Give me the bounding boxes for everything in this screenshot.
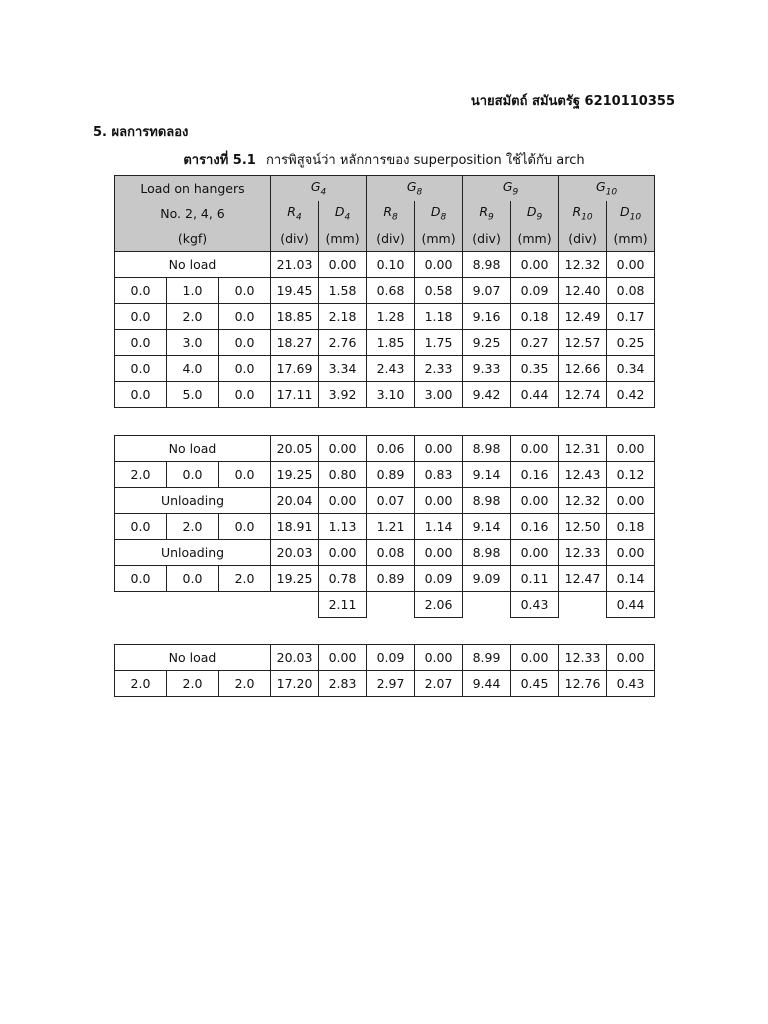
reading-cell: 9.25 (463, 330, 511, 356)
reading-cell: 0.18 (511, 304, 559, 330)
reading-cell: 0.00 (319, 645, 367, 671)
results-table-2 (114, 435, 655, 618)
reading-cell: 3.10 (367, 382, 415, 408)
load-hanger-4: 0.0 (167, 566, 219, 592)
reading-cell: 12.66 (559, 356, 607, 382)
group-g8-header: $G_8$ (367, 176, 463, 202)
reading-cell: 0.00 (511, 645, 559, 671)
load-hanger-4: 3.0 (167, 330, 219, 356)
col-header-r8: $R_8$ (367, 201, 415, 226)
table-row (115, 514, 655, 540)
blank-cell (463, 592, 511, 618)
table-row (115, 488, 655, 514)
reading-cell: 18.91 (271, 514, 319, 540)
reading-cell: 0.42 (607, 382, 655, 408)
reading-cell: 20.04 (271, 488, 319, 514)
reading-cell: 3.34 (319, 356, 367, 382)
reading-cell: 12.74 (559, 382, 607, 408)
load-hanger-2: 0.0 (115, 566, 167, 592)
load-hanger-2: 2.0 (115, 462, 167, 488)
reading-cell: 0.00 (607, 540, 655, 566)
section-title: 5. ผลการทดลอง (93, 125, 189, 140)
col-header-d10: $D_{10}$ (607, 201, 655, 226)
load-header-line2: No. 2, 4, 6 (115, 201, 271, 226)
reading-cell: 0.34 (607, 356, 655, 382)
row-label: No load (115, 252, 271, 278)
reading-cell: 19.45 (271, 278, 319, 304)
caption-label: ตารางที่ 5.1 (183, 153, 256, 168)
reading-cell: 0.08 (367, 540, 415, 566)
blank-cell (115, 592, 271, 618)
reading-cell: 0.44 (511, 382, 559, 408)
reading-cell: 12.50 (559, 514, 607, 540)
reading-cell: 0.00 (511, 488, 559, 514)
reading-cell: 0.00 (511, 436, 559, 462)
blank-cell (559, 592, 607, 618)
table-row (115, 278, 655, 304)
col-unit-r10: (div) (559, 226, 607, 252)
col-unit-d4: (mm) (319, 226, 367, 252)
reading-cell: 1.18 (415, 304, 463, 330)
row-label: Unloading (115, 540, 271, 566)
reading-cell: 0.17 (607, 304, 655, 330)
reading-cell: 0.00 (319, 540, 367, 566)
reading-cell: 0.00 (511, 540, 559, 566)
load-hanger-6: 2.0 (219, 566, 271, 592)
reading-cell: 20.05 (271, 436, 319, 462)
author-line: นายสมัตถ์ สมันตรัฐ 6210110355 (470, 94, 675, 109)
reading-cell: 0.00 (607, 436, 655, 462)
reading-cell: 0.00 (319, 436, 367, 462)
results-table-3 (114, 644, 655, 697)
load-hanger-2: 0.0 (115, 382, 167, 408)
reading-cell: 8.99 (463, 645, 511, 671)
caption-text: การพิสูจน์ว่า หลักการของ superposition ใช้ได้กับ arch (265, 153, 585, 168)
reading-cell: 0.07 (367, 488, 415, 514)
reading-cell: 9.42 (463, 382, 511, 408)
reading-cell: 0.58 (415, 278, 463, 304)
reading-cell: 0.16 (511, 514, 559, 540)
load-header-line1: Load on hangers (115, 176, 271, 202)
reading-cell: 2.83 (319, 671, 367, 697)
reading-cell: 12.57 (559, 330, 607, 356)
reading-cell: 0.00 (607, 488, 655, 514)
reading-cell: 0.09 (415, 566, 463, 592)
sum-cell: 2.06 (415, 592, 463, 618)
reading-cell: 0.00 (415, 645, 463, 671)
reading-cell: 2.76 (319, 330, 367, 356)
reading-cell: 0.35 (511, 356, 559, 382)
reading-cell: 17.20 (271, 671, 319, 697)
reading-cell: 18.85 (271, 304, 319, 330)
reading-cell: 0.09 (511, 278, 559, 304)
col-unit-d10: (mm) (607, 226, 655, 252)
reading-cell: 0.12 (607, 462, 655, 488)
table-row (115, 330, 655, 356)
reading-cell: 0.27 (511, 330, 559, 356)
col-unit-d8: (mm) (415, 226, 463, 252)
load-hanger-4: 1.0 (167, 278, 219, 304)
load-hanger-6: 0.0 (219, 304, 271, 330)
reading-cell: 9.33 (463, 356, 511, 382)
reading-cell: 0.80 (319, 462, 367, 488)
reading-cell: 0.14 (607, 566, 655, 592)
reading-cell: 2.18 (319, 304, 367, 330)
load-hanger-6: 0.0 (219, 462, 271, 488)
group-g9-header: $G_9$ (463, 176, 559, 202)
load-hanger-4: 2.0 (167, 304, 219, 330)
table-caption (0, 149, 768, 170)
reading-cell: 0.16 (511, 462, 559, 488)
load-hanger-6: 2.0 (219, 671, 271, 697)
reading-cell: 17.11 (271, 382, 319, 408)
table-row (115, 645, 655, 671)
reading-cell: 2.97 (367, 671, 415, 697)
reading-cell: 12.40 (559, 278, 607, 304)
group-g10-header: $G_{10}$ (559, 176, 655, 202)
reading-cell: 0.00 (607, 645, 655, 671)
reading-cell: 0.68 (367, 278, 415, 304)
reading-cell: 12.31 (559, 436, 607, 462)
load-hanger-6: 0.0 (219, 382, 271, 408)
reading-cell: 0.00 (415, 540, 463, 566)
reading-cell: 0.89 (367, 566, 415, 592)
table-row (115, 540, 655, 566)
col-header-r4: $R_4$ (271, 201, 319, 226)
reading-cell: 20.03 (271, 645, 319, 671)
col-unit-r4: (div) (271, 226, 319, 252)
load-hanger-2: 0.0 (115, 278, 167, 304)
reading-cell: 0.10 (367, 252, 415, 278)
reading-cell: 0.00 (415, 252, 463, 278)
reading-cell: 0.00 (415, 436, 463, 462)
col-unit-d9: (mm) (511, 226, 559, 252)
reading-cell: 12.47 (559, 566, 607, 592)
reading-cell: 12.32 (559, 488, 607, 514)
table-row (115, 304, 655, 330)
reading-cell: 0.00 (415, 488, 463, 514)
table-row (115, 356, 655, 382)
reading-cell: 12.43 (559, 462, 607, 488)
reading-cell: 0.18 (607, 514, 655, 540)
reading-cell: 21.03 (271, 252, 319, 278)
reading-cell: 19.25 (271, 462, 319, 488)
table-row (115, 462, 655, 488)
table-row (115, 566, 655, 592)
load-header-line3: (kgf) (115, 226, 271, 252)
reading-cell: 0.08 (607, 278, 655, 304)
reading-cell: 0.43 (607, 671, 655, 697)
reading-cell: 1.75 (415, 330, 463, 356)
reading-cell: 1.58 (319, 278, 367, 304)
reading-cell: 0.00 (511, 252, 559, 278)
reading-cell: 9.16 (463, 304, 511, 330)
reading-cell: 12.49 (559, 304, 607, 330)
reading-cell: 8.98 (463, 252, 511, 278)
reading-cell: 0.09 (367, 645, 415, 671)
reading-cell: 17.69 (271, 356, 319, 382)
reading-cell: 0.45 (511, 671, 559, 697)
reading-cell: 2.07 (415, 671, 463, 697)
load-hanger-2: 2.0 (115, 671, 167, 697)
sum-cell: 0.43 (511, 592, 559, 618)
load-hanger-4: 5.0 (167, 382, 219, 408)
reading-cell: 0.00 (607, 252, 655, 278)
reading-cell: 1.13 (319, 514, 367, 540)
col-header-d4: $D_4$ (319, 201, 367, 226)
row-label: No load (115, 436, 271, 462)
table-row (115, 436, 655, 462)
reading-cell: 0.00 (319, 488, 367, 514)
col-header-d9: $D_9$ (511, 201, 559, 226)
reading-cell: 8.98 (463, 436, 511, 462)
reading-cell: 12.76 (559, 671, 607, 697)
reading-cell: 3.00 (415, 382, 463, 408)
load-hanger-4: 0.0 (167, 462, 219, 488)
reading-cell: 1.21 (367, 514, 415, 540)
reading-cell: 12.32 (559, 252, 607, 278)
reading-cell: 0.06 (367, 436, 415, 462)
reading-cell: 9.07 (463, 278, 511, 304)
sum-row (115, 592, 655, 618)
load-hanger-4: 2.0 (167, 514, 219, 540)
reading-cell: 0.78 (319, 566, 367, 592)
load-hanger-2: 0.0 (115, 304, 167, 330)
load-hanger-6: 0.0 (219, 330, 271, 356)
reading-cell: 0.89 (367, 462, 415, 488)
reading-cell: 1.85 (367, 330, 415, 356)
reading-cell: 18.27 (271, 330, 319, 356)
col-header-r10: $R_{10}$ (559, 201, 607, 226)
reading-cell: 9.14 (463, 462, 511, 488)
reading-cell: 8.98 (463, 488, 511, 514)
load-hanger-6: 0.0 (219, 278, 271, 304)
reading-cell: 9.14 (463, 514, 511, 540)
col-unit-r8: (div) (367, 226, 415, 252)
reading-cell: 20.03 (271, 540, 319, 566)
reading-cell: 0.11 (511, 566, 559, 592)
reading-cell: 19.25 (271, 566, 319, 592)
reading-cell: 1.14 (415, 514, 463, 540)
row-label: No load (115, 645, 271, 671)
load-hanger-6: 0.0 (219, 356, 271, 382)
reading-cell: 12.33 (559, 540, 607, 566)
reading-cell: 0.25 (607, 330, 655, 356)
col-header-d8: $D_8$ (415, 201, 463, 226)
sum-cell: 2.11 (319, 592, 367, 618)
reading-cell: 2.43 (367, 356, 415, 382)
reading-cell: 0.83 (415, 462, 463, 488)
col-unit-r9: (div) (463, 226, 511, 252)
table-row (115, 252, 655, 278)
col-header-r9: $R_9$ (463, 201, 511, 226)
load-hanger-6: 0.0 (219, 514, 271, 540)
reading-cell: 1.28 (367, 304, 415, 330)
table-row (115, 671, 655, 697)
blank-cell (367, 592, 415, 618)
reading-cell: 0.00 (319, 252, 367, 278)
load-hanger-2: 0.0 (115, 330, 167, 356)
blank-cell (271, 592, 319, 618)
row-label: Unloading (115, 488, 271, 514)
results-table-1 (114, 175, 655, 408)
reading-cell: 2.33 (415, 356, 463, 382)
reading-cell: 9.09 (463, 566, 511, 592)
load-hanger-2: 0.0 (115, 514, 167, 540)
reading-cell: 3.92 (319, 382, 367, 408)
table-row (115, 382, 655, 408)
reading-cell: 8.98 (463, 540, 511, 566)
sum-cell: 0.44 (607, 592, 655, 618)
load-hanger-4: 4.0 (167, 356, 219, 382)
group-g4-header: $G_4$ (271, 176, 367, 202)
load-hanger-2: 0.0 (115, 356, 167, 382)
reading-cell: 12.33 (559, 645, 607, 671)
reading-cell: 9.44 (463, 671, 511, 697)
load-hanger-4: 2.0 (167, 671, 219, 697)
